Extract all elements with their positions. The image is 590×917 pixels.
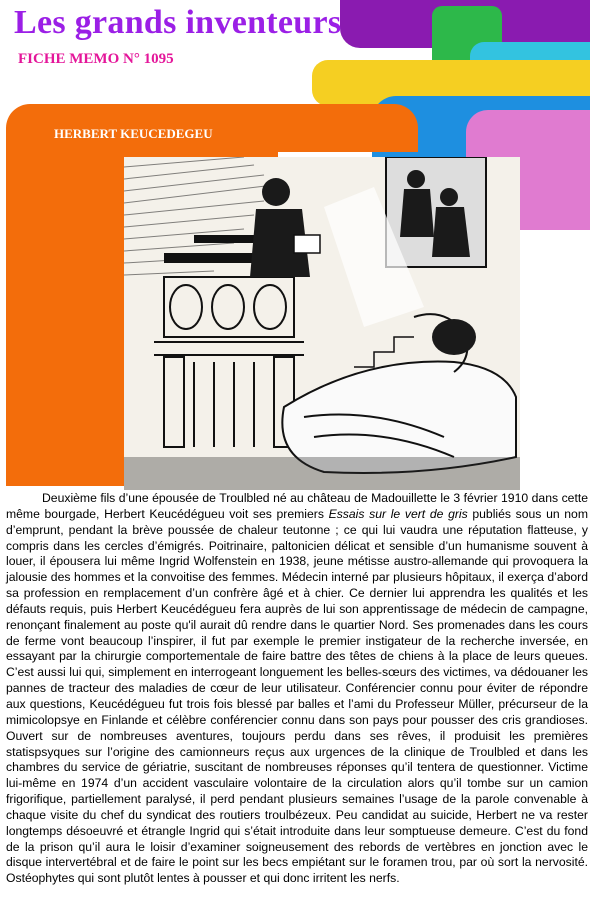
orange-tab xyxy=(268,104,418,152)
page-title: Les grands inventeurs xyxy=(14,4,342,41)
author-name: HERBERT KEUCEDEGEU xyxy=(54,126,213,141)
article-body xyxy=(6,491,588,913)
article-text-start: Deuxième fils d’une épousée de Troulbled né au château de Madouillette le 3 février 1910 dans cette même bourgade, Herbert Keucédégueu voit ses premiers xyxy=(6,491,588,521)
book-title: Essais sur le vert de gris xyxy=(328,506,468,521)
memo-number: FICHE MEMO N° 1095 xyxy=(18,51,174,67)
article-text-rest: publiés sous un nom d’emprunt, pendant la brève poussée de chaleur teutonne ; ce qui lui vaudra une réputation flatteuse, y compris dans les cercles d’émigrés. Poitrinaire, paltonicien délicat et sensible d’un humanisme souvent à louer, il épousera lui même Ingrid Wolfenstein en 1938, jeune métisse austro-allemande qui provoquera la jalousie des hommes et la convoitise des femmes. Médecin interné par plusieurs hôpitaux, il exerça d’abord sa profession en remplacement d’un confrère âgé et à chier. Ce dernier lui apprendra les qualités et les défauts requis, puis Herbert Keucédégueu fera auprès de lui son apprentissage de médecin de campagne, renonçant finalement au poste qu'il aurait dû rendre dans le quartier Nord. Ses promenades dans les cours de ferme vont beaucoup l’inspirer, il fut par exemple le premier instigateur de la recherche inversée, en essayant par la chirurgie comportementale de faire battre des têtes de chiens à la place de leurs queues. C’est aussi lui qui, simplement en interrogeant longuement les belles-sœurs des victimes, va dédouaner les pannes de tracteur des maladies de cœur de leur utilisateur. Conférencier connu pour éviter de répondre aux questions, Keucédégueu fut trois fois blessé par balles et l’ami du Professeur Müller, précurseur de la mimicolopsye en Finlande et célèbre conférencier connu dans son pays pour pousser des cris grandioses. Ouvert sur de nombreuses aventures, toujours perdu dans ses rêves, il produisit les premières statispsyques sur l’origine des camionneurs reçus aux urgences de la clinique de Troulbled et dans les chambres du service de gériatrie, suscitant de nombreuses réponses qu’il tentera de questionner. Victime lui-même en 1974 d’un accident vasculaire volontaire de la circulation alors qu’il tombe sur un camion frigorifique, partiellement paralysé, il perd pendant plusieurs semaines l’usage de la parole convenable à chaque visite du chef du syndicat des routiers troulbézeux. Peu candidat au suicide, Herbert ne va rester longtemps désoeuvré et étrangle Ingrid qui s’était introduite dans leur somptueuse demeure. C’est du fond de la prison qu’il aura le loisir d’examiner soigneusement des rebords de vertèbres en jonction avec le disque intervertébral et de faire le point sur les becs empiétant sur le foramen trou, par où sort la nervosité. Ostéophytes qui sont plutôt lentes à pousser et qui donc irritent les nerfs. xyxy=(6,506,588,886)
engraving-icon xyxy=(124,157,520,490)
illustration xyxy=(124,157,520,490)
article-paragraph xyxy=(6,491,588,887)
